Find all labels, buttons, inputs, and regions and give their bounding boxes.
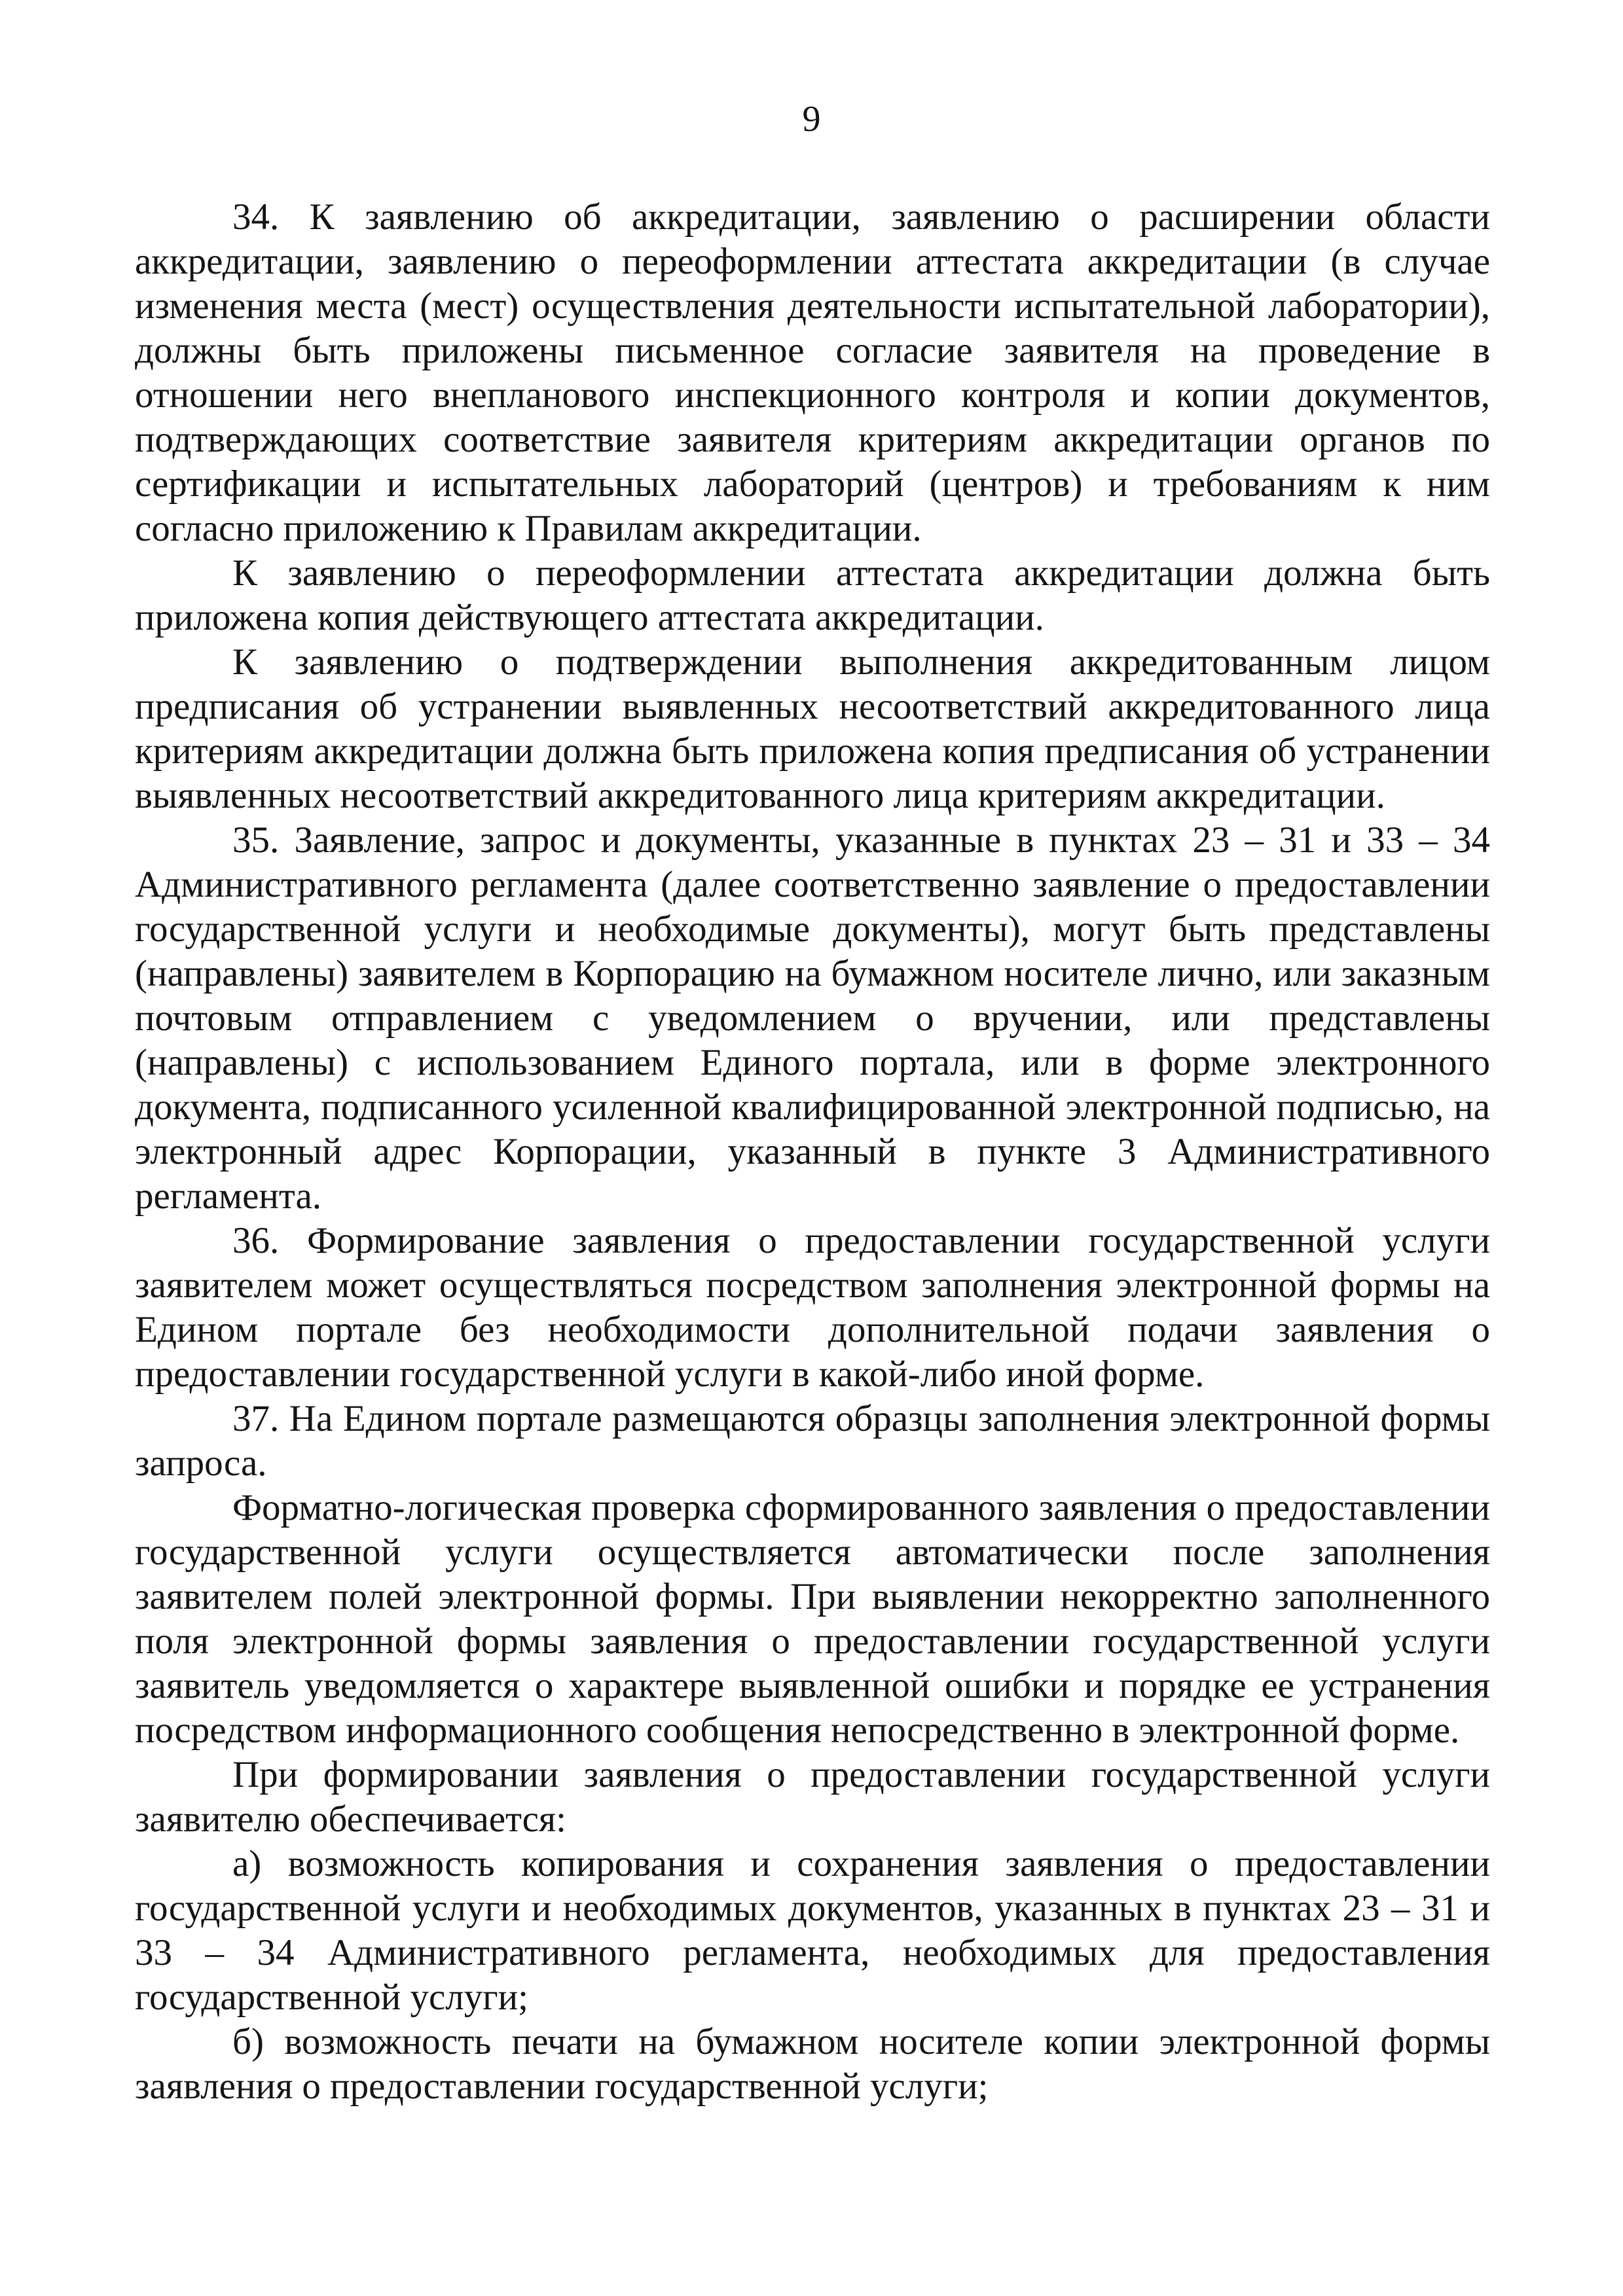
paragraph-35: 35. Заявление, запрос и документы, указанные в пунктах 23 – 31 и 33 – 34 Административного регламента (далее соответственно заявление о предоставлении государственной услуги и необходимые документы), могут быть представлены (направлены) заявителем в Корпорацию на бумажном носителе лично, или заказным почтовым отправлением с уведомлением о вручении, или представлены (направлены) с использованием Единого портала, или в форме электронного документа, подписанного усиленной квалифицированной электронной подписью, на электронный адрес Корпорации, указанный в пункте 3 Административного регламента. [135,819,1490,1217]
paragraph-37: 37. На Едином портале размещаются образцы заполнения электронной формы запроса. [135,1398,1490,1484]
list-item-b: б) возможность печати на бумажном носителе копии электронной формы заявления о предоставлении государственной услуги; [135,2021,1490,2107]
paragraph-37-format-check: Форматно-логическая проверка сформированного заявления о предоставлении государственной услуги осуществляется автоматически после заполнения заявителем полей электронной формы. При выявлении некорректно заполненного поля электронной формы заявления о предоставлении государственной услуги заявитель уведомляется о характере выявленной ошибки и порядке ее устранения посредством информационного сообщения непосредственно в электронной форме. [135,1487,1490,1751]
paragraph-37-provision-intro: При формировании заявления о предоставлении государственной услуги заявителю обеспечивается: [135,1754,1490,1840]
paragraph-34-confirmation: К заявлению о подтверждении выполнения аккредитованным лицом предписания об устранении выявленных несоответствий аккредитованного лица критериям аккредитации должна быть приложена копия предписания об устранении выявленных несоответствий аккредитованного лица критериям аккредитации. [135,641,1490,816]
paragraph-34-reissue: К заявлению о переоформлении аттестата аккредитации должна быть приложена копия действующего аттестата аккредитации. [135,552,1490,638]
page-number: 9 [802,99,821,139]
list-item-a: а) возможность копирования и сохранения заявления о предоставлении государственной услуги и необходимых документов, указанных в пунктах 23 – 31 и 33 – 34 Административного регламента, необходимых для предоставления государственной услуги; [135,1843,1490,2018]
document-body [135,195,1490,2109]
paragraph-36: 36. Формирование заявления о предоставлении государственной услуги заявителем может осуществляться посредством заполнения электронной формы на Едином портале без необходимости дополнительной подачи заявления о предоставлении государственной услуги в какой-либо иной форме. [135,1220,1490,1395]
paragraph-34: 34. К заявлению об аккредитации, заявлению о расширении области аккредитации, заявлению о переоформлении аттестата аккредитации (в случае изменения места (мест) осуществления деятельности испытательной лаборатории), должны быть приложены письменное согласие заявителя на проведение в отношении него внепланового инспекционного контроля и копии документов, подтверждающих соответствие заявителя критериям аккредитации органов по сертификации и испытательных лабораторий (центров) и требованиям к ним согласно приложению к Правилам аккредитации. [135,196,1490,549]
